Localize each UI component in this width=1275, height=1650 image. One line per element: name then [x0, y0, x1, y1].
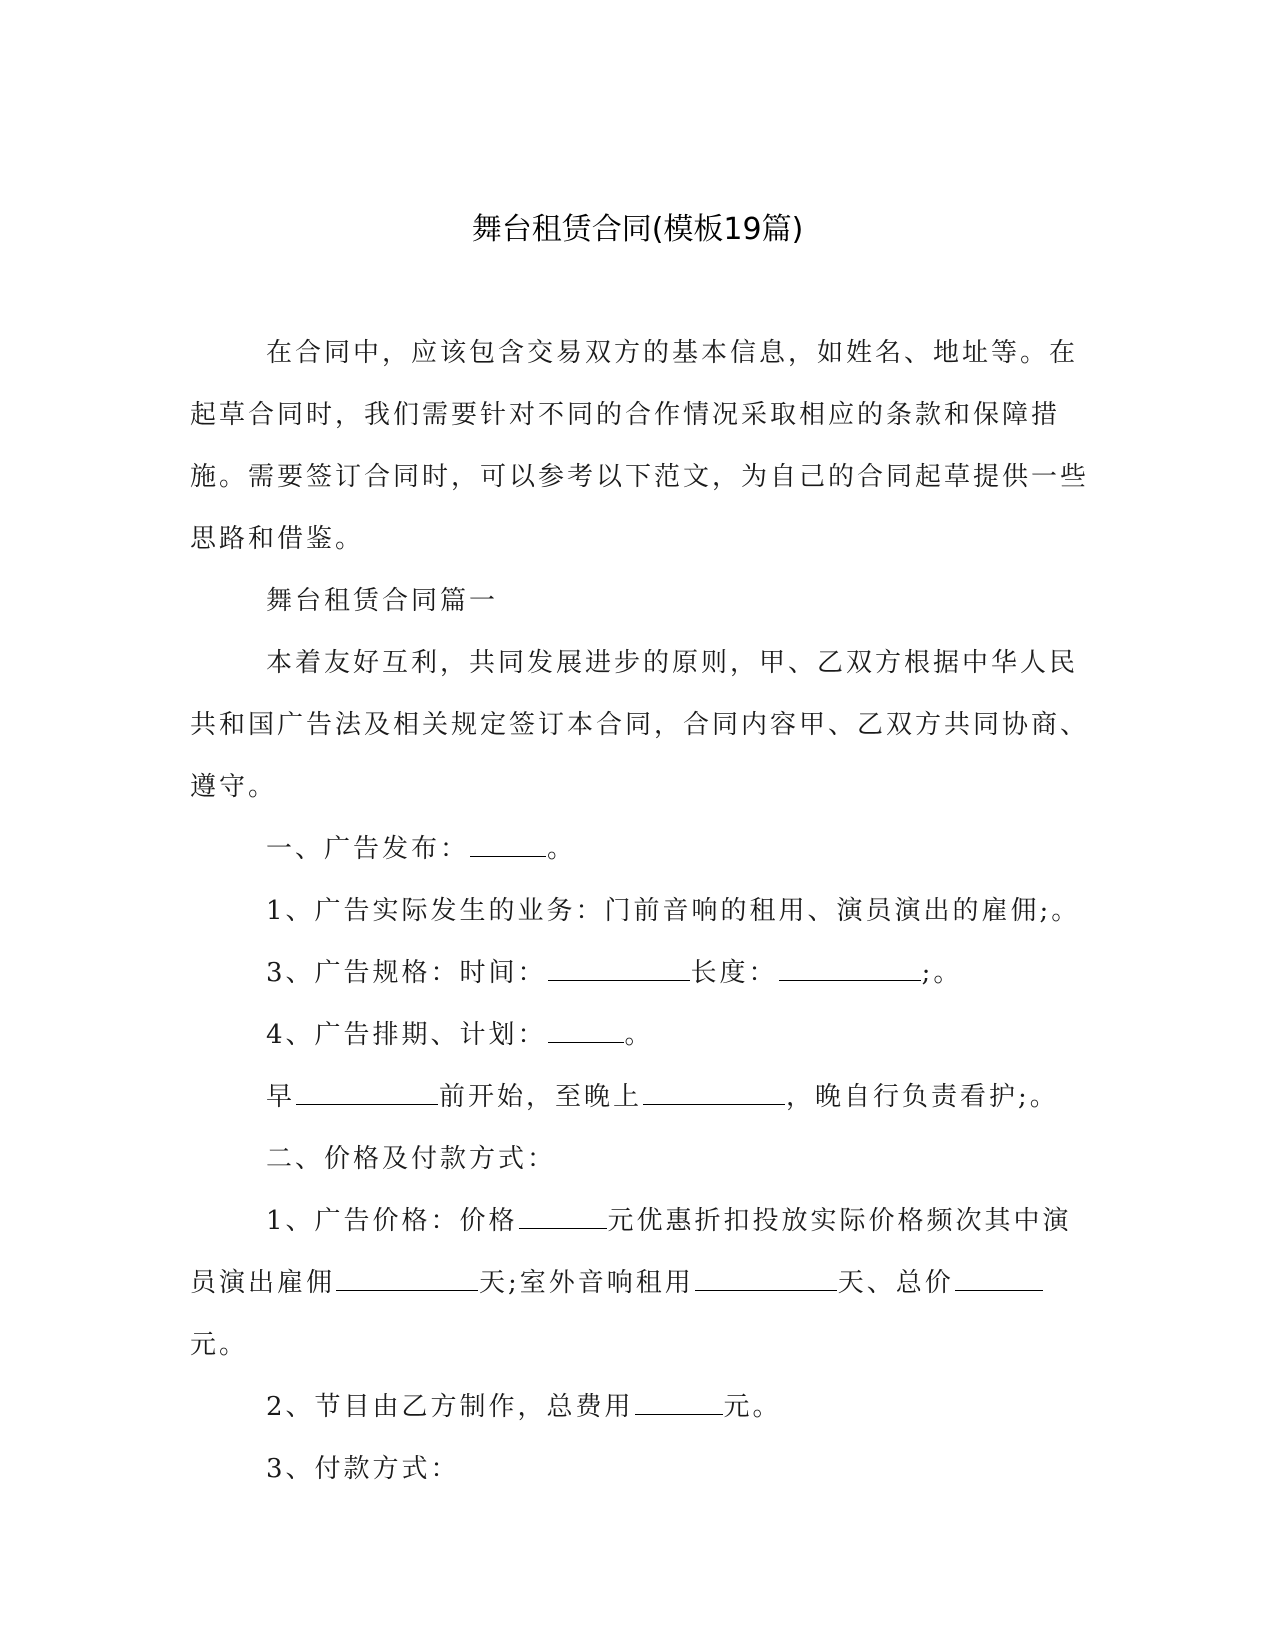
- blank-field[interactable]: [548, 958, 690, 981]
- item-ad-spec-suffix: ;。: [921, 958, 963, 988]
- document-title: 舞台租赁合同(模板19篇): [471, 212, 804, 247]
- blank-field[interactable]: [779, 958, 921, 981]
- item-program-cost: [190, 1376, 1090, 1438]
- blank-field[interactable]: [635, 1392, 723, 1415]
- item-ad-schedule: [190, 1004, 1090, 1066]
- schedule-time-prefix: 早: [266, 1082, 296, 1112]
- blank-field[interactable]: [695, 1268, 837, 1291]
- blank-field[interactable]: [336, 1268, 478, 1291]
- item-ad-spec-label: 3、广告规格：时间：: [266, 958, 547, 988]
- preamble-paragraph: 本着友好互利，共同发展进步的原则，甲、乙双方根据中华人民共和国广告法及相关规定签订本合同，合同内容甲、乙双方共同协商、遵守。: [190, 648, 1090, 802]
- item-ad-spec: [190, 942, 1090, 1004]
- schedule-time-mid: 前开始，至晚上: [439, 1082, 643, 1112]
- clause-ad-publishing: [190, 818, 1090, 880]
- item-program-cost-label: 2、节目由乙方制作，总费用: [266, 1392, 634, 1422]
- clause-ad-publishing-label: 一、广告发布：: [266, 834, 470, 864]
- blank-field[interactable]: [470, 834, 546, 857]
- item-ad-schedule-label: 4、广告排期、计划：: [266, 1020, 547, 1050]
- item-program-cost-suffix: 元。: [723, 1392, 782, 1422]
- blank-field[interactable]: [548, 1020, 624, 1043]
- blank-field[interactable]: [643, 1082, 785, 1105]
- item-ad-price-label: 1、广告价格：价格: [266, 1206, 518, 1236]
- schedule-time-suffix: ，晚自行负责看护;。: [786, 1082, 1059, 1112]
- item-ad-price-part3: 天;室外音响租用: [479, 1268, 694, 1298]
- item-payment-method: 3、付款方式：: [266, 1454, 460, 1484]
- item-ad-price-part4: 天、总价: [837, 1268, 954, 1298]
- blank-field[interactable]: [296, 1082, 438, 1105]
- item-ad-price-suffix: 元。: [190, 1330, 249, 1360]
- clause-ad-publishing-suffix: 。: [547, 834, 577, 864]
- blank-field[interactable]: [955, 1268, 1043, 1291]
- section-heading: 舞台租赁合同篇一: [266, 586, 499, 616]
- item-ad-price: [190, 1190, 1090, 1376]
- blank-field[interactable]: [519, 1206, 607, 1229]
- item-ad-price-part2: 元优惠折扣投放实际价格频次其中演员演出雇佣: [190, 1206, 1072, 1298]
- schedule-time: [190, 1066, 1090, 1128]
- item-ad-business: 1、广告实际发生的业务：门前音响的租用、演员演出的雇佣;。: [266, 896, 1081, 926]
- clause-price-payment: 二、价格及付款方式：: [266, 1144, 557, 1174]
- item-ad-spec-mid: 长度：: [690, 958, 778, 988]
- document-body: [190, 322, 1090, 1500]
- intro-paragraph: 在合同中，应该包含交易双方的基本信息，如姓名、地址等。在起草合同时，我们需要针对不同的合作情况采取相应的条款和保障措施。需要签订合同时，可以参考以下范文，为自己的合同起草提供一些思路和借鉴。: [190, 338, 1090, 554]
- item-ad-schedule-suffix: 。: [624, 1020, 654, 1050]
